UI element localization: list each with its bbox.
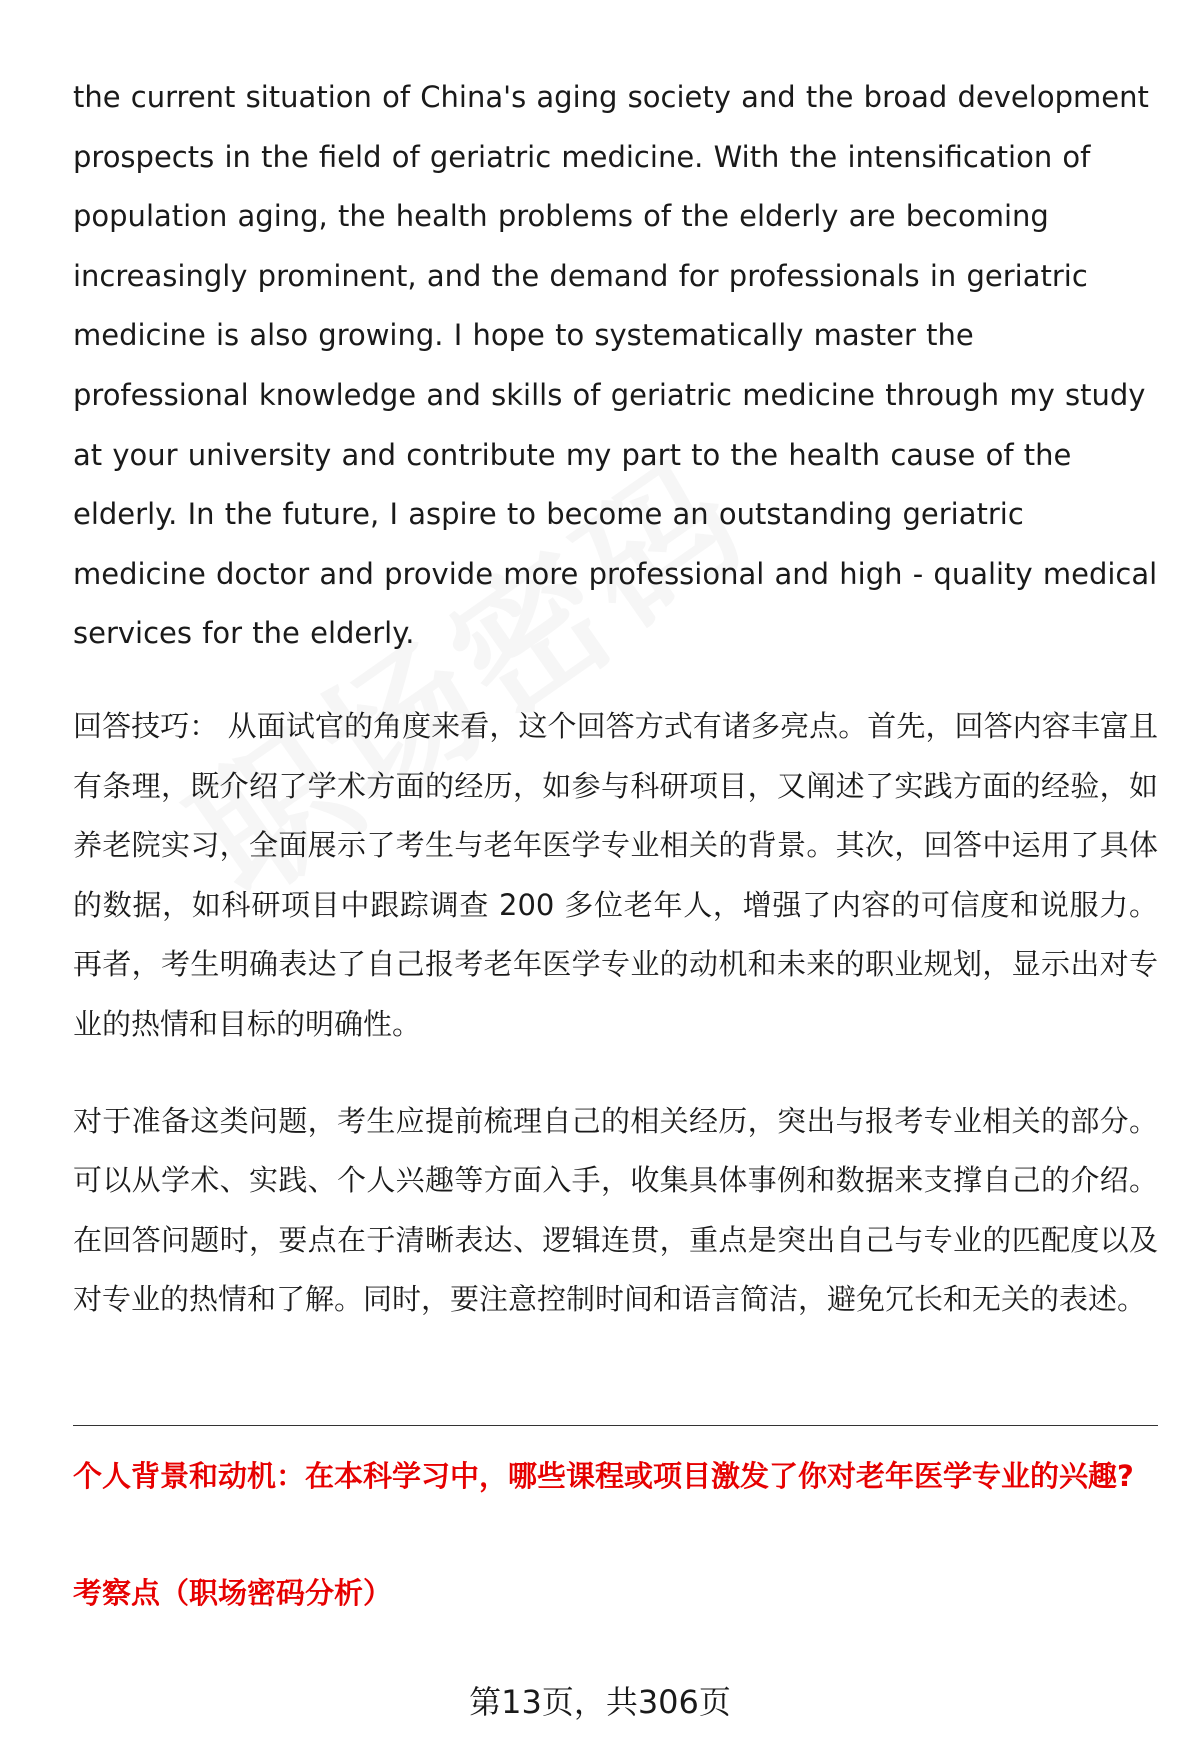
analysis-subheading: 考察点（职场密码分析） [73, 1576, 393, 1610]
preparation-advice-paragraph: 对于准备这类问题，考生应提前梳理自己的相关经历，突出与报考专业相关的部分。可以从学术、实践、个人兴趣等方面入手，收集具体事例和数据来支撑自己的介绍。在回答问题时，要点在于清晰表达、逻辑连贯，重点是突出自己与专业的匹配度以及对专业的热情和了解。同时，要注意控制时间和语言简洁，避免冗长和无关的表述。 [73, 1103, 1158, 1317]
main-content [73, 68, 1158, 1330]
english-answer-paragraph: the current situation of China's aging society and the broad development prospects in the field of geriatric medicine. With the intensification of population aging, the health problems of the elderly are becoming increasingly prominent, and the demand for professionals in geriatric medicine is also growing. I hope to systematically master the professional knowledge and skills of geriatric medicine through my study at your university and contribute my part to the health cause of the elderly. In the future, I aspire to become an outstanding geriatric medicine doctor and provide more professional and high - quality medical services for the elderly. [73, 80, 1158, 651]
answer-tips-paragraph: 回答技巧： 从面试官的角度来看，这个回答方式有诸多亮点。首先，回答内容丰富且有条理，既介绍了学术方面的经历，如参与科研项目，又阐述了实践方面的经验，如养老院实习，全面展示了考生与老年医学专业相关的背景。其次，回答中运用了具体的数据，如科研项目中跟踪调查 200 多位老年人，增强了内容的可信度和说服力。再者，考生明确表达了自己报考老年医学专业的动机和未来的职业规划，显示出对专业的热情和目标的明确性。 [73, 708, 1158, 1041]
question-heading: 个人背景和动机：在本科学习中，哪些课程或项目激发了你对老年医学专业的兴趣? [73, 1459, 1134, 1493]
page-number: 第13页，共306页 [469, 1683, 731, 1721]
section-divider [73, 1425, 1158, 1426]
